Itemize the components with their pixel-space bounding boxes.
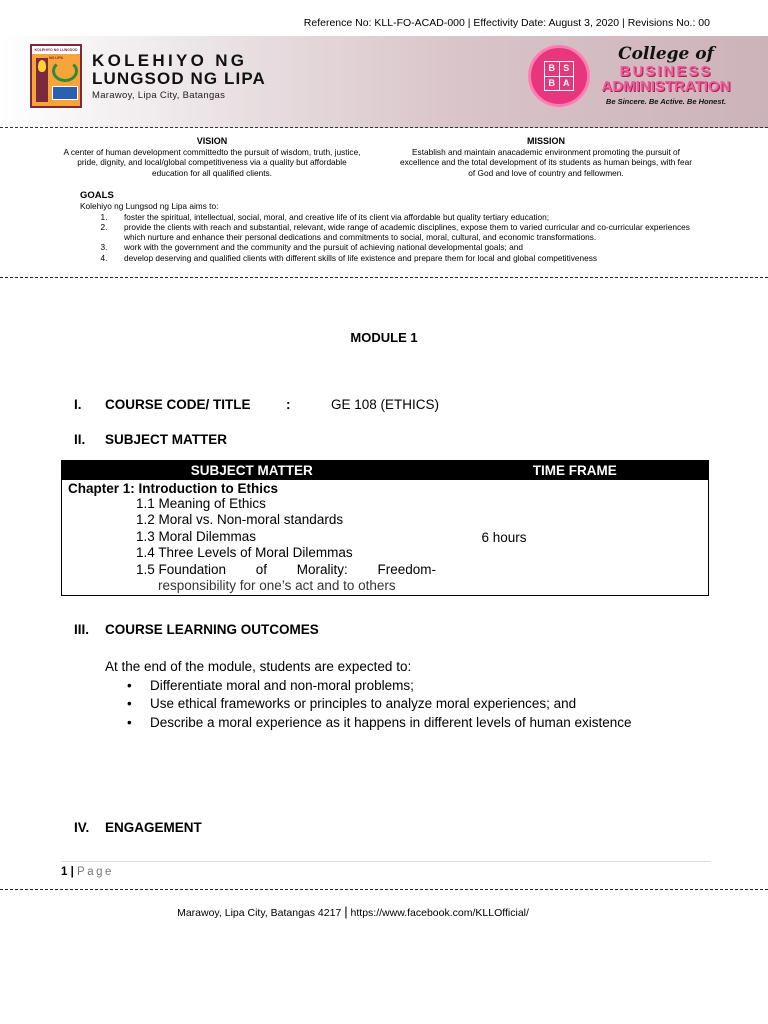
- bsba-letter: S: [560, 62, 574, 76]
- college-logo-text: [596, 44, 736, 106]
- goal-text: foster the spiritual, intellectual, social, moral, and creative life of its client via affordable but quality tertiary education;: [124, 211, 550, 222]
- chapter-title: Chapter 1: Introduction to Ethics: [68, 480, 279, 496]
- school-address: Marawoy, Lipa City, Batangas: [92, 90, 226, 101]
- bsba-letter: B: [545, 77, 559, 91]
- outcomes-intro: At the end of the module, students are expected to:: [105, 659, 412, 674]
- header-banner: [0, 36, 768, 128]
- goal-item: [80, 253, 700, 263]
- outcome-text: Describe a moral experience as it happens in different levels of human existence: [150, 714, 632, 730]
- page-number: 1: [61, 866, 68, 878]
- footer-address: Marawoy, Lipa City, Batangas 4217: [177, 907, 342, 919]
- outcome-text: Differentiate moral and non-moral problems;: [150, 677, 414, 693]
- list-item: [127, 677, 632, 696]
- goals-block: [80, 191, 700, 263]
- section-colon: :: [286, 397, 291, 412]
- bullet-icon: •: [127, 696, 132, 711]
- goal-text: work with the government and the community and the pursuit of achieving national developmental goals; and: [124, 242, 523, 253]
- page-footer: [61, 861, 711, 878]
- section-course-code: [74, 397, 439, 412]
- college-line2: BUSINESS: [619, 63, 713, 80]
- outcome-text: Use ethical frameworks or principles to analyze moral experiences; and: [150, 696, 577, 711]
- mission-text: Establish and maintain anacademic environment promoting the pursuit of excellence and the total development of its students as human beings, with fear of God and love of country and fellowmen.: [400, 146, 692, 178]
- goals-intro: Kolehiyo ng Lungsod ng Lipa aims to:: [80, 201, 219, 212]
- goals-heading: GOALS: [80, 190, 114, 201]
- bsba-letter: B: [545, 62, 559, 76]
- reference-info: Reference No: KLL-FO-ACAD-000 | Effectivity Date: August 3, 2020 | Revisions No.: 00: [303, 17, 710, 29]
- footer-separator: |: [344, 904, 348, 919]
- college-line1: College of: [618, 44, 714, 64]
- outcomes-list: [127, 677, 632, 733]
- school-seal-logo: [30, 44, 82, 108]
- footer-url[interactable]: https://www.facebook.com/KLLOfficial/: [350, 907, 529, 919]
- topic-item: 1.4 Three Levels of Moral Dilemmas: [136, 545, 353, 560]
- goal-number: 3.: [100, 242, 108, 253]
- section-numeral: IV.: [74, 820, 90, 835]
- section-engagement: [74, 820, 202, 835]
- topic-word: of: [255, 561, 268, 577]
- vision-heading: VISION: [196, 136, 228, 146]
- outcomes-block: [105, 658, 632, 732]
- school-name-line2: LUNGSOD NG LIPA: [92, 69, 266, 88]
- college-motto: Be Sincere. Be Active. Be Honest.: [605, 97, 727, 106]
- topic-word: 1.5 Foundation: [136, 561, 227, 577]
- footer-divider: [0, 889, 768, 890]
- column-header-subject: SUBJECT MATTER: [62, 461, 442, 480]
- course-code-value: GE 108 (ETHICS): [331, 397, 440, 412]
- topic-word: Freedom-: [377, 561, 436, 577]
- college-line3: ADMINISTRATION: [601, 78, 731, 95]
- page-label: Page: [77, 866, 114, 878]
- topic-item: [62, 562, 436, 579]
- goal-item: [80, 242, 700, 252]
- goal-number: 1.: [100, 211, 108, 222]
- bullet-icon: •: [127, 677, 132, 693]
- topic-continuation: responsibility for one’s act and to others: [158, 578, 396, 593]
- column-header-time: TIME FRAME: [442, 461, 709, 480]
- goal-item: [80, 222, 700, 243]
- topic-item: 1.2 Moral vs. Non-moral standards: [136, 512, 344, 527]
- section-numeral: I.: [74, 397, 82, 412]
- list-item: [127, 714, 632, 733]
- seal-base: [52, 86, 78, 100]
- section-label: SUBJECT MATTER: [105, 432, 228, 447]
- goal-number: 4.: [100, 252, 108, 263]
- flame-icon: [38, 60, 46, 72]
- mission-heading: MISSION: [526, 136, 565, 146]
- goal-item: [80, 212, 700, 222]
- bsba-letter-grid: [544, 61, 574, 91]
- laurel-icon: [52, 60, 78, 82]
- section-subject-matter: [74, 432, 227, 447]
- section-numeral: II.: [74, 432, 86, 447]
- section-label: COURSE CODE/ TITLE: [105, 397, 251, 412]
- topic-item: 1.1 Meaning of Ethics: [136, 495, 266, 511]
- goal-text: develop deserving and qualified clients with different skills of life existence and prepare them for local and global competitiveness: [124, 252, 598, 263]
- section-label: ENGAGEMENT: [105, 820, 202, 835]
- subject-matter-table: [61, 460, 709, 596]
- goal-text: provide the clients with reach and substantial, relevant, wide range of academic disciplines, expose them to varied curricular and co-curricular experiences which nurture and enhance their personal dedications and commitments to social, moral, cultural, and economic transformations.: [124, 221, 690, 243]
- time-frame-cell: 6 hours: [481, 529, 527, 545]
- mission-block: [396, 136, 696, 178]
- topic-item: 1.3 Moral Dilemmas: [136, 528, 257, 544]
- section-divider: [0, 277, 768, 278]
- bsba-logo: [528, 45, 590, 107]
- subject-cell: [62, 480, 442, 596]
- school-name-block: [92, 52, 266, 101]
- table-row: [62, 480, 709, 596]
- vision-text: A center of human development committedto the pursuit of wisdom, truth, justice, pride, dignity, and local/global competitiveness via a quality but affordable education for all qualified clients.: [63, 146, 361, 178]
- table-header-row: [62, 461, 709, 480]
- section-label: COURSE LEARNING OUTCOMES: [105, 622, 319, 637]
- module-title: MODULE 1: [350, 330, 418, 345]
- list-item: [127, 695, 632, 714]
- topic-word: Morality:: [296, 561, 348, 577]
- goal-number: 2.: [100, 221, 108, 232]
- page-separator: |: [70, 866, 74, 878]
- section-learning-outcomes: [74, 622, 319, 637]
- seal-lettering: KOLEHIYO NG LUNGSOD NG LIPA: [32, 46, 80, 54]
- bsba-letter: A: [560, 77, 574, 91]
- vision-block: [62, 136, 362, 178]
- school-name-line1: KOLEHIYO NG: [92, 51, 248, 70]
- bullet-icon: •: [127, 714, 132, 730]
- footer-address-line: [0, 904, 706, 919]
- section-numeral: III.: [74, 622, 90, 637]
